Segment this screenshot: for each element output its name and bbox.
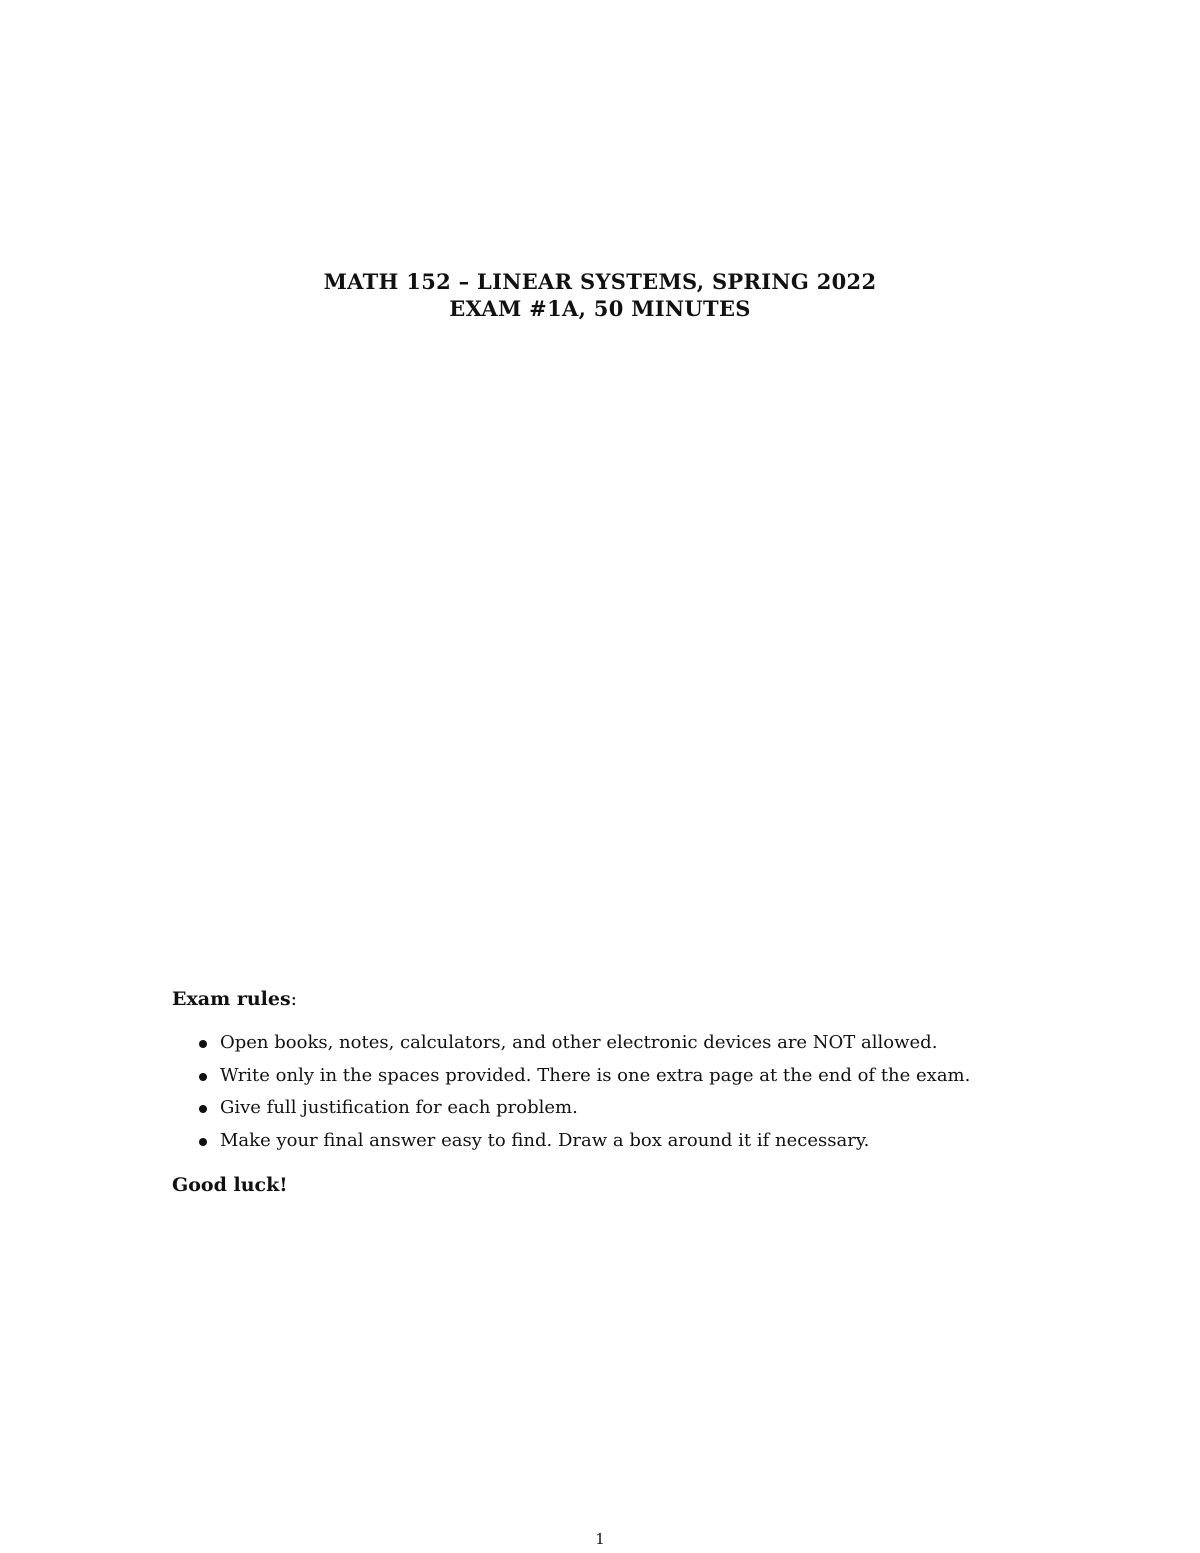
bullet-icon: [199, 1040, 207, 1048]
rule-text: Open books, notes, calculators, and other electronic devices are NOT allowed.: [220, 1032, 938, 1053]
rule-text: Make your final answer easy to find. Draw a box around it if necessary.: [220, 1129, 870, 1151]
exam-rules-section: [172, 985, 1072, 1199]
bullet-icon: [199, 1073, 207, 1081]
rule-item: [172, 1125, 1072, 1158]
rules-heading-colon: :: [290, 988, 298, 1010]
rule-item: [172, 1027, 1072, 1060]
rule-item: [172, 1092, 1072, 1125]
closing-message: Good luck!: [172, 1174, 288, 1196]
page-number: 1: [595, 1530, 605, 1548]
rules-list: [172, 1027, 1072, 1157]
rule-text: Write only in the spaces provided. There is one extra page at the end of the exam.: [220, 1064, 971, 1086]
exam-subtitle: EXAM #1A, 50 MINUTES: [449, 296, 751, 321]
bullet-icon: [199, 1105, 207, 1113]
rules-heading: [172, 985, 1072, 1013]
rule-text: Give full justification for each problem.: [220, 1097, 578, 1118]
rule-item: [172, 1060, 1072, 1093]
rules-heading-label: Exam rules: [172, 988, 291, 1010]
course-title: MATH 152 – LINEAR SYSTEMS, SPRING 2022: [323, 269, 877, 294]
bullet-icon: [199, 1138, 207, 1146]
exam-title: [0, 268, 1200, 322]
